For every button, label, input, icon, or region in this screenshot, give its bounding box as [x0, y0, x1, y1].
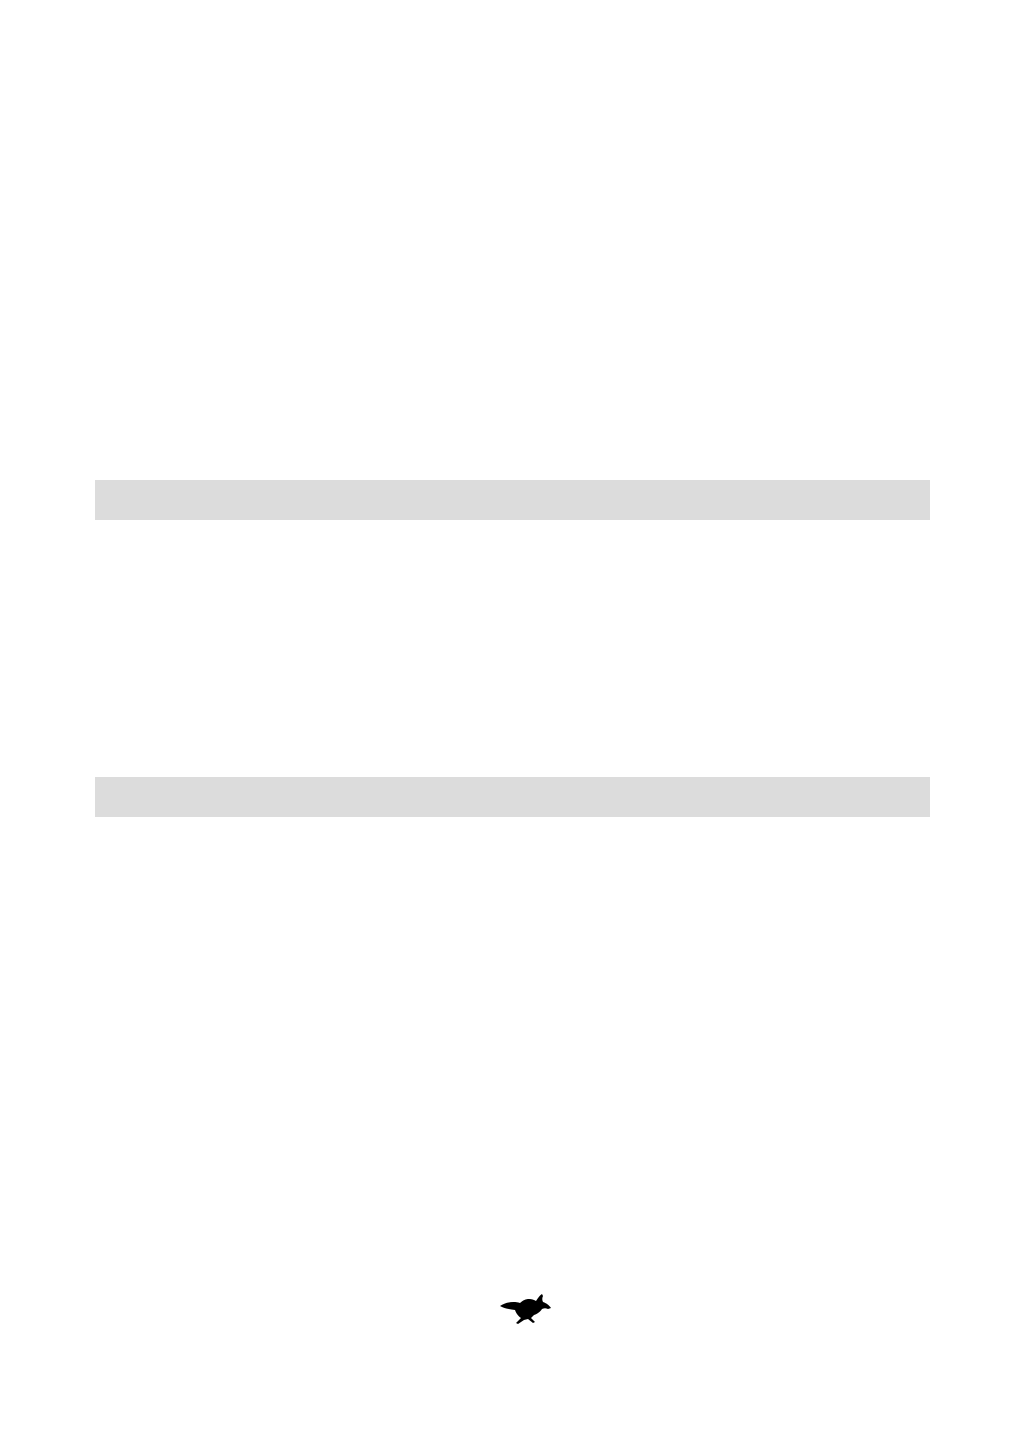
bank-trophy-banner [95, 480, 930, 520]
table-header [0, 540, 1024, 560]
banner-title-line1 [95, 480, 930, 500]
consistency-banner [95, 777, 930, 817]
kangaroo-icon [498, 1292, 552, 1326]
banner-title-line2 [95, 500, 930, 520]
banner-title-line2 [95, 797, 930, 817]
table-header [0, 837, 1024, 857]
banner-title-line1 [95, 777, 930, 797]
